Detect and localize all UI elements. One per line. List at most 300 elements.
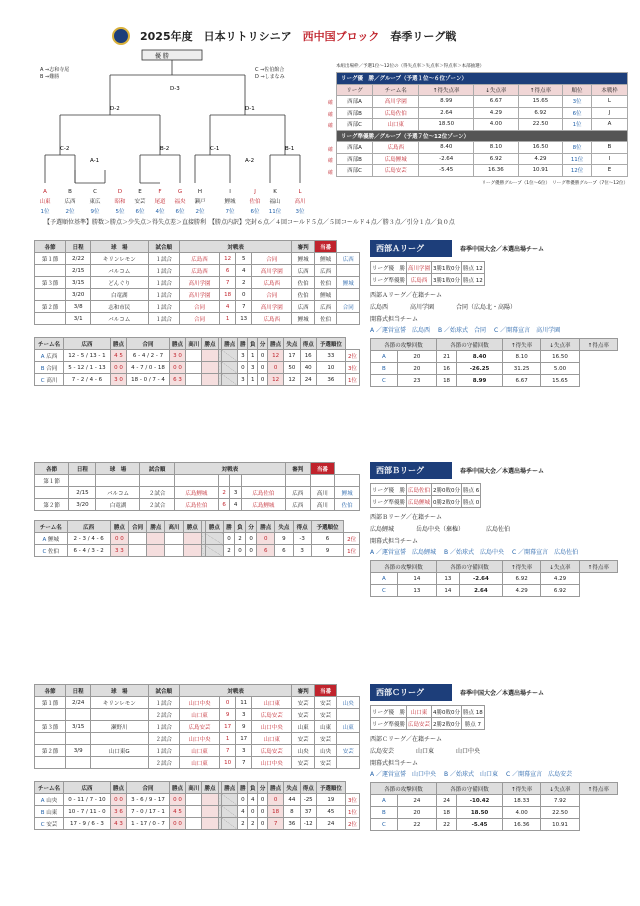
record-d: 0	[246, 533, 257, 545]
umpire: 山東	[314, 721, 337, 733]
standings-header: 勝点	[202, 782, 218, 794]
game-cell: どんぐり	[91, 277, 149, 289]
game-score: 11	[236, 697, 252, 709]
bracket-team-rank: 11位	[268, 209, 282, 215]
game-team: 広島西	[252, 277, 292, 289]
match-points	[183, 545, 201, 557]
standings-row	[35, 806, 360, 818]
duty-team: 鯉城	[335, 487, 360, 499]
cell: 18.50	[419, 119, 474, 131]
cell: 西部A	[337, 142, 373, 154]
umpire: 安芸	[292, 757, 315, 769]
col-header: ↓失点率	[474, 84, 519, 96]
stats-team: A	[371, 351, 398, 363]
game-team: 広島安芸	[252, 709, 292, 721]
duty-team: 合同	[337, 301, 360, 313]
total-points: 6	[257, 545, 275, 557]
match-score: 7 - 2 / 4 - 6	[64, 374, 111, 386]
match-points: 0 0	[169, 818, 185, 830]
game-team: 合同	[252, 253, 292, 265]
games-header: 試合順	[148, 241, 179, 253]
team-name	[35, 362, 64, 374]
game-team: 山口東	[179, 745, 219, 757]
game-cell: ２試合	[148, 709, 179, 721]
cell: 8位	[563, 142, 592, 154]
stats-header: ↑得失率	[502, 339, 540, 351]
standings-header: 得点	[300, 338, 316, 350]
game-cell	[35, 313, 66, 325]
games-header: 審判	[285, 463, 310, 475]
game-team: 山口中央	[252, 757, 292, 769]
stats-cell: 5.00	[541, 363, 579, 375]
stats-row	[371, 585, 618, 597]
match-score: 18 - 0 / 7 - 4	[127, 374, 170, 386]
result-cell: リーグ準優勝	[371, 718, 407, 730]
game-row	[35, 721, 360, 733]
game-cell: １試合	[148, 745, 179, 757]
game-team: 山口東	[179, 709, 219, 721]
result-cell: リーグ優 勝	[371, 484, 407, 496]
bracket-team-code: K	[273, 189, 277, 195]
duty-team	[337, 709, 360, 721]
team-label: 安芸	[46, 821, 58, 828]
match-score	[186, 362, 202, 374]
team-name	[35, 350, 64, 362]
record-d: 0	[258, 362, 268, 374]
record-d: 0	[258, 374, 268, 386]
team-name	[35, 545, 68, 557]
stat-g: -3	[293, 533, 311, 545]
stats-cell: 6.92	[502, 573, 540, 585]
games-header: 日程	[69, 463, 96, 475]
game-score: 17	[236, 733, 252, 745]
record-w: 0	[238, 362, 248, 374]
ceremony-item: C ／開幕宣言 広島安芸	[506, 771, 573, 778]
bracket-team-rank: 9位	[90, 209, 100, 215]
total-points: 0	[257, 533, 275, 545]
stats-cell: 22	[436, 819, 456, 831]
game-team: 山口中央	[179, 697, 219, 709]
result-cell: 広島鯉城	[407, 496, 432, 508]
result-cell: 広島安芸	[407, 718, 432, 730]
duty-team: 山東	[337, 721, 360, 733]
stats-row	[371, 351, 618, 363]
ceremony-list	[370, 547, 618, 556]
game-cell: 2/24	[66, 697, 91, 709]
cell: 6位	[563, 107, 592, 119]
standings-header: 勝	[238, 782, 248, 794]
record-l: 3	[248, 362, 258, 374]
game-row	[35, 757, 360, 769]
game-cell: バルコム	[91, 265, 149, 277]
empty-cell	[222, 818, 238, 830]
match-score: 10 - 7 / 11 - 0	[64, 806, 111, 818]
stat-f: 33	[316, 350, 345, 362]
tournament-bracket	[30, 45, 330, 235]
game-cell: 3/15	[66, 277, 91, 289]
bracket-team-code: H	[197, 189, 203, 195]
bracket-team-rank: 5位	[115, 209, 125, 215]
bracket-node-label: D-2	[110, 106, 120, 112]
game-cell: 山口東G	[91, 745, 149, 757]
game-cell: 志和市民	[91, 301, 149, 313]
record-w: 0	[223, 533, 234, 545]
stats-row	[371, 819, 618, 831]
stats-cell: 7.92	[541, 795, 579, 807]
bracket-team-name: 広西	[64, 199, 76, 205]
standings-table	[34, 781, 360, 830]
standings-header: 高川	[165, 521, 183, 533]
cell: 6.92	[474, 153, 519, 165]
confirmed-mark: 確	[328, 146, 334, 153]
game-team: 広島佐伯	[174, 499, 218, 511]
game-cell: 3/1	[66, 313, 91, 325]
empty-cell	[205, 533, 223, 545]
stat-r: 44	[284, 794, 300, 806]
standings-row	[35, 350, 360, 362]
game-cell: 2/15	[66, 265, 91, 277]
team-rank: 3位	[345, 794, 359, 806]
result-cell: 高川学園	[407, 262, 432, 274]
game-row	[35, 313, 360, 325]
team-rank: 1位	[345, 374, 359, 386]
game-score: 0	[220, 697, 236, 709]
record-l: 1	[248, 350, 258, 362]
bracket-node-label: C-2	[60, 146, 70, 152]
game-score: 18	[220, 289, 236, 301]
bracket-node-label: A-2	[245, 158, 255, 164]
total-points: 18	[268, 806, 284, 818]
stat-r: 9	[275, 533, 293, 545]
game-score: 0	[236, 289, 252, 301]
ceremony-item: A ／運営宣誓 広島西	[370, 327, 431, 334]
team-code: C	[42, 548, 49, 555]
game-cell: 3/15	[66, 721, 91, 733]
game-team: 広島安芸	[252, 745, 292, 757]
cell: 4.29	[474, 107, 519, 119]
league-result-table	[370, 483, 481, 508]
standings-row	[35, 818, 360, 830]
games-header: 日程	[66, 685, 91, 697]
record-d: 0	[246, 545, 257, 557]
roster-team: 合同（広島北・高陽）	[456, 304, 517, 311]
bracket-team-code: D	[117, 189, 123, 195]
game-team: 山口中央	[252, 721, 292, 733]
col-header: ↑得失点率	[419, 84, 474, 96]
empty-cell	[222, 350, 238, 362]
stats-team: B	[371, 807, 398, 819]
team-label: 合同	[46, 365, 58, 372]
bracket-team-name: 東広	[89, 199, 101, 205]
match-score	[186, 350, 202, 362]
umpire: 山東	[292, 721, 315, 733]
standings-header: 分	[258, 782, 268, 794]
record-d: 0	[258, 806, 268, 818]
game-team: 広島佐伯	[241, 487, 285, 499]
game-cell: １試合	[148, 289, 179, 301]
ceremony-item: A ／運営宣誓 広島鯉城	[370, 549, 437, 556]
team-label: 山央	[46, 797, 58, 804]
game-team: 高川学園	[252, 265, 292, 277]
stats-cell: 18	[436, 375, 456, 387]
umpire: 佐伯	[314, 313, 337, 325]
cell: 11位	[563, 153, 592, 165]
col-header: チーム名	[373, 84, 419, 96]
stats-cell: 22.50	[541, 807, 579, 819]
umpire: 佐伯	[292, 277, 315, 289]
league-subtitle: 春季中国大会／本選出場チーム	[460, 468, 545, 475]
game-score: 1	[220, 313, 236, 325]
bracket-team-code: I	[229, 189, 231, 195]
roster-team: 高川学園	[410, 304, 435, 311]
match-points: 4 5	[169, 806, 185, 818]
team-rank: 2位	[344, 533, 360, 545]
game-cell: ２試合	[140, 499, 174, 511]
roster-team: 広島安芸	[370, 748, 395, 755]
bracket-team-rank: 6位	[135, 209, 145, 215]
duty-team	[337, 289, 360, 301]
stats-cell: 16.36	[502, 819, 540, 831]
bracket-team-rank: 6位	[175, 209, 185, 215]
game-score: 10	[220, 757, 236, 769]
standings-row	[35, 374, 360, 386]
col-header: ↑得点率	[518, 84, 563, 96]
ceremony-item: B ／始球式 合同	[438, 327, 487, 334]
games-header: 試合順	[148, 685, 179, 697]
league-row	[337, 96, 628, 108]
games-header: 各節	[35, 463, 69, 475]
match-score: 6 - 4 / 3 - 2	[67, 545, 110, 557]
bracket-team-name: 佐伯	[249, 199, 261, 205]
confirmed-mark: 確	[328, 100, 334, 106]
stats-header: ↓失点率	[541, 339, 579, 351]
stats-header: ↑得点率	[579, 339, 617, 351]
standings-row	[35, 794, 360, 806]
roster-team: 広島西	[370, 304, 389, 311]
match-score	[129, 545, 147, 557]
standings-header: 合同	[127, 338, 170, 350]
record-l: 1	[248, 374, 258, 386]
game-score: 7	[220, 745, 236, 757]
umpire: 安芸	[292, 697, 315, 709]
team-name	[35, 374, 64, 386]
stats-cell: 18.33	[502, 795, 540, 807]
stats-row	[371, 573, 618, 585]
ceremony-item: C ／開幕宣言 広島佐伯	[512, 549, 579, 556]
game-cell: キリンレモン	[91, 697, 149, 709]
team-rank: 1位	[345, 806, 359, 818]
game-row	[35, 289, 360, 301]
game-score: 5	[236, 253, 252, 265]
league-note: 本組出場枠／予選1位～12位の（得失点率＞失点率＞得点率＞本部抽選）	[336, 64, 485, 69]
stat-g: 37	[300, 806, 316, 818]
match-points: 4 3	[110, 818, 126, 830]
standings-header: 勝点	[169, 338, 185, 350]
game-row	[35, 745, 360, 757]
record-w: 3	[238, 350, 248, 362]
stat-r: 36	[284, 818, 300, 830]
stat-f: 6	[311, 533, 344, 545]
roster-team: 山口東	[416, 748, 435, 755]
game-cell	[35, 289, 66, 301]
stats-cell: 31.25	[502, 363, 540, 375]
game-cell: 第２節	[35, 745, 66, 757]
team-rank: 2位	[345, 818, 359, 830]
standings-header: 勝点	[222, 782, 238, 794]
stat-f: 19	[316, 794, 345, 806]
empty-cell	[222, 806, 238, 818]
result-cell: リーグ優 勝	[371, 706, 407, 718]
cell: 高川学園	[373, 96, 419, 108]
game-cell	[66, 757, 91, 769]
standings-table	[34, 337, 360, 386]
games-header: 対戦表	[174, 463, 285, 475]
stats-team: B	[371, 363, 398, 375]
record-l: 0	[234, 545, 245, 557]
game-cell: 2/15	[69, 487, 96, 499]
game-cell: １試合	[148, 313, 179, 325]
match-points	[202, 794, 218, 806]
umpire: 広西	[314, 301, 337, 313]
standings-header: 分	[258, 338, 268, 350]
result-cell: 4勝0敗0分	[432, 706, 462, 718]
stats-row	[371, 375, 618, 387]
stats-header: 各節の守備回数	[436, 339, 502, 351]
duty-team	[337, 265, 360, 277]
stat-f: 10	[316, 362, 345, 374]
total-points: 12	[268, 374, 284, 386]
empty-cell	[222, 374, 238, 386]
stat-r: 8	[284, 806, 300, 818]
league-panel	[370, 462, 618, 597]
roster-team: 山口中央	[456, 748, 481, 755]
duty-team: 安芸	[337, 745, 360, 757]
cell: 広島佐伯	[373, 107, 419, 119]
game-score: 7	[220, 277, 236, 289]
standings-row	[35, 545, 360, 557]
match-points	[147, 545, 165, 557]
game-team: 広島鯉城	[241, 499, 285, 511]
stats-header: ↑得失率	[502, 783, 540, 795]
ceremony-label: 開幕式担当チーム	[370, 316, 419, 323]
match-score: 0 - 11 / 7 - 10	[64, 794, 111, 806]
umpire: 高川	[310, 487, 335, 499]
result-cell: リーグ準優勝	[371, 496, 407, 508]
cell: 西部A	[337, 96, 373, 108]
game-cell	[140, 475, 174, 487]
team-code: C	[40, 377, 47, 384]
bracket-team-rank: 7位	[225, 209, 235, 215]
result-cell: 3勝1敗0分	[432, 274, 462, 286]
umpire: 佐伯	[314, 277, 337, 289]
match-points: 0 0	[110, 362, 126, 374]
standings-header: 予選順位	[316, 338, 345, 350]
stats-team: A	[371, 573, 398, 585]
game-score	[218, 475, 229, 487]
team-code: A	[40, 353, 47, 360]
league-result-table	[370, 705, 485, 730]
cell: 12位	[563, 165, 592, 177]
confirmed-mark: 確	[328, 158, 334, 164]
game-team: 山口東	[252, 697, 292, 709]
game-score: 9	[236, 721, 252, 733]
cell: 8.99	[419, 96, 474, 108]
standings-header: 勝点	[205, 521, 223, 533]
team-code: B	[40, 809, 47, 816]
league-panel	[370, 240, 618, 387]
record-l: 2	[234, 533, 245, 545]
game-row	[35, 697, 360, 709]
stat-g: -12	[300, 818, 316, 830]
match-score: 2 - 3 / 4 - 6	[67, 533, 110, 545]
game-cell: 3/8	[66, 301, 91, 313]
stats-cell: -5.45	[457, 819, 503, 831]
game-cell: キリンレモン	[91, 253, 149, 265]
standings-header: チーム名	[35, 338, 64, 350]
games-header: 各節	[35, 685, 66, 697]
bracket-node-label: A-1	[90, 158, 100, 164]
umpire: 安芸	[314, 733, 337, 745]
total-points: 12	[268, 350, 284, 362]
league-panel	[370, 684, 618, 831]
team-rank: 3位	[345, 362, 359, 374]
game-cell	[66, 733, 91, 745]
game-cell: ２試合	[148, 757, 179, 769]
game-score: 2	[218, 487, 229, 499]
cell: 4.29	[518, 153, 563, 165]
match-score	[129, 533, 147, 545]
stat-f: 45	[316, 806, 345, 818]
match-score: 4 - 7 / 0 - 18	[127, 362, 170, 374]
game-score: 4	[220, 301, 236, 313]
standings-header: 負	[248, 338, 258, 350]
game-team: 広島西	[252, 313, 292, 325]
umpire: 広西	[314, 265, 337, 277]
umpire: 鯉城	[314, 289, 337, 301]
stats-cell: 24	[397, 795, 436, 807]
stat-r: 50	[284, 362, 300, 374]
game-cell	[35, 265, 66, 277]
game-row	[35, 253, 360, 265]
bracket-node-label: D-3	[170, 86, 180, 92]
game-team: 山口東	[252, 733, 292, 745]
stat-g: 24	[300, 374, 316, 386]
match-points	[183, 533, 201, 545]
stats-cell: 22	[397, 819, 436, 831]
match-points	[202, 374, 218, 386]
team-name	[35, 818, 64, 830]
record-l: 4	[248, 794, 258, 806]
stats-cell: 4.29	[541, 573, 579, 585]
result-cell: 広島佐伯	[407, 484, 432, 496]
game-cell: 3/20	[66, 289, 91, 301]
match-points: 0 0	[169, 794, 185, 806]
game-row	[35, 709, 360, 721]
game-cell: １試合	[148, 721, 179, 733]
match-points: 3 3	[110, 545, 128, 557]
standings-header: 勝点	[268, 782, 284, 794]
standings-header: 失点	[284, 338, 300, 350]
stats-cell: 13	[397, 585, 436, 597]
match-score: 1 - 17 / 0 - 7	[127, 818, 170, 830]
standings-header: 勝点	[169, 782, 185, 794]
cell: -2.64	[419, 153, 474, 165]
game-cell: バルコム	[96, 487, 140, 499]
stats-header: ↑得失率	[502, 561, 540, 573]
result-cell: 0勝2敗0分	[432, 496, 462, 508]
match-score	[165, 545, 183, 557]
standings-header: 勝	[223, 521, 234, 533]
